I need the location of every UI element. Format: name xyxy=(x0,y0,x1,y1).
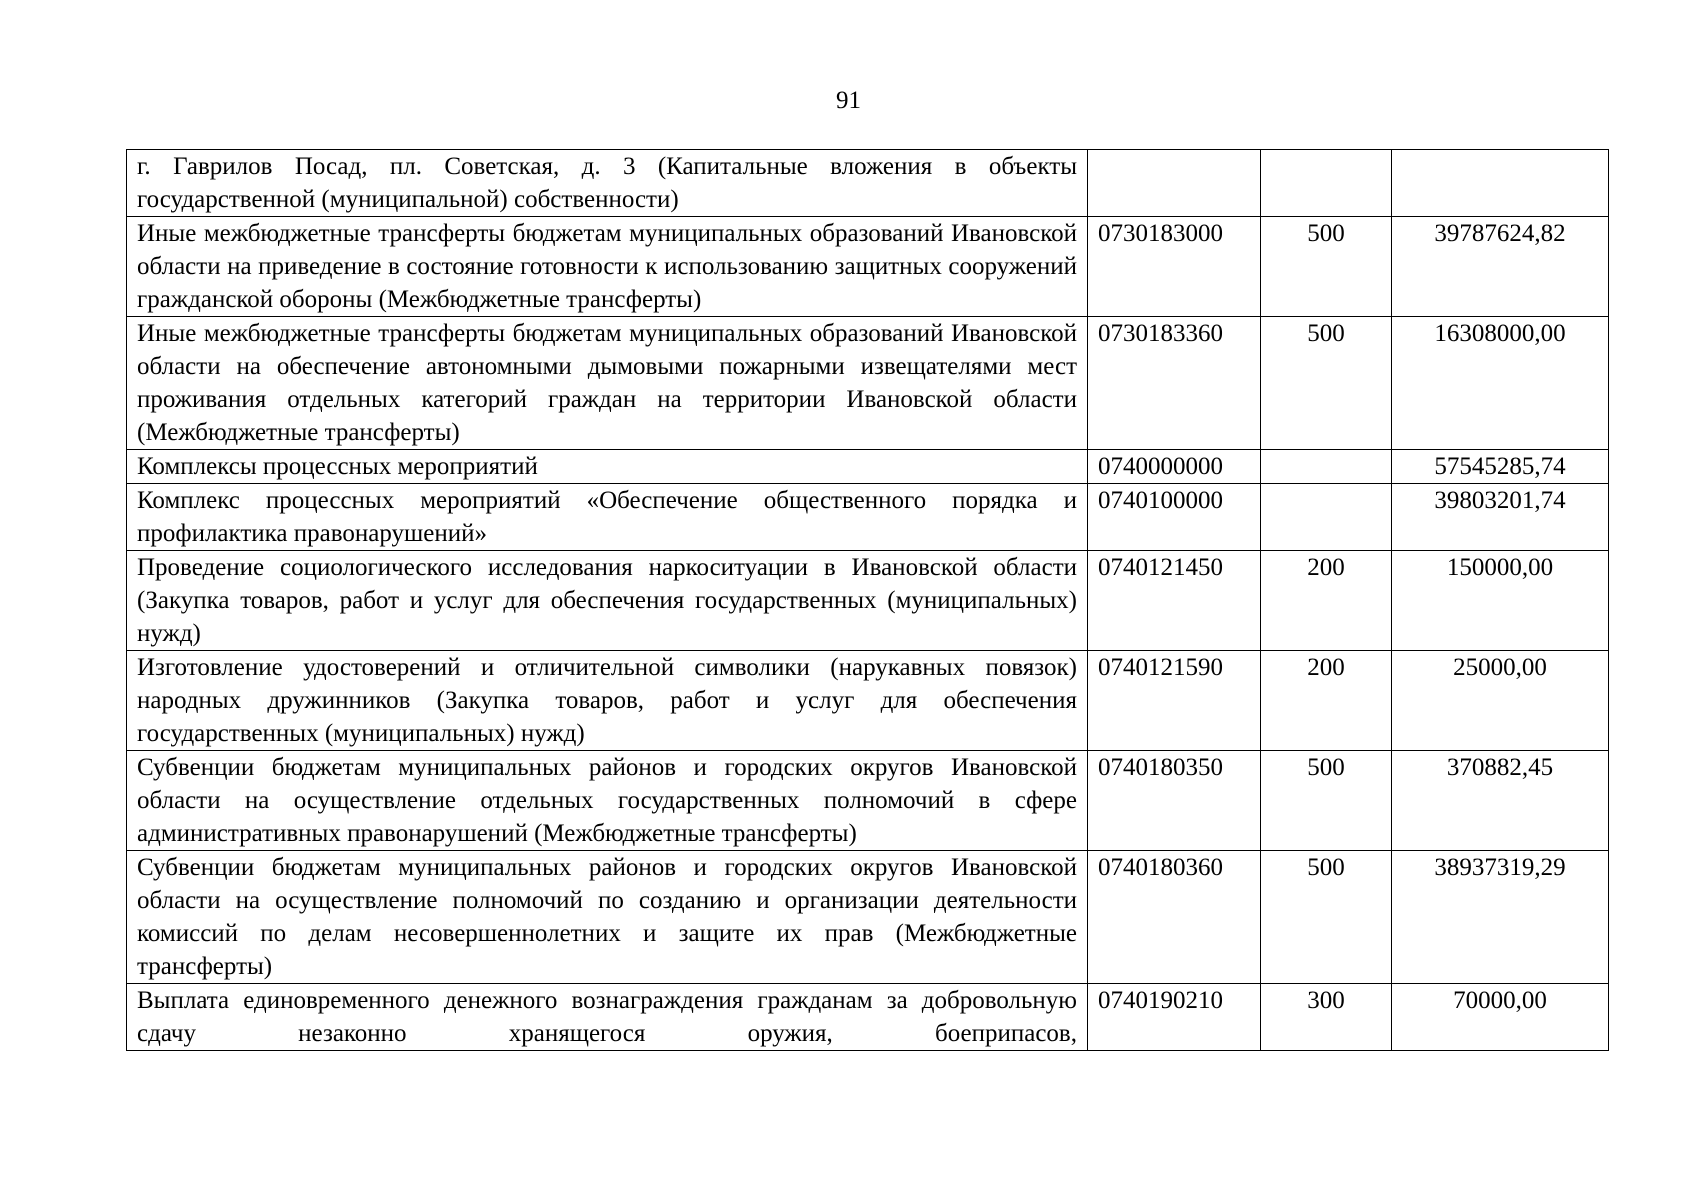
table-row xyxy=(127,217,1609,317)
row-name-cell: Комплекс процессных мероприятий «Обеспечение общественного порядка и профилактика правонарушений» xyxy=(127,484,1088,551)
row-sum-cell: 70000,00 xyxy=(1392,984,1609,1051)
table-row xyxy=(127,150,1609,217)
row-name-cell: г. Гаврилов Посад, пл. Советская, д. 3 (Капитальные вложения в объекты государственной (муниципальной) собственности) xyxy=(127,150,1088,217)
budget-table xyxy=(126,149,1609,1051)
row-code-cell: 0740190210 xyxy=(1088,984,1261,1051)
row-name-cell: Субвенции бюджетам муниципальных районов и городских округов Ивановской области на осуществление отдельных государственных полномочий в сфере административных правонарушений (Межбюджетные трансферты) xyxy=(127,751,1088,851)
table-row xyxy=(127,450,1609,484)
row-sum-cell: 57545285,74 xyxy=(1392,450,1609,484)
row-sum-cell xyxy=(1392,150,1609,217)
row-code-cell xyxy=(1088,150,1261,217)
row-name-cell: Комплексы процессных мероприятий xyxy=(127,450,1088,484)
row-type-cell: 500 xyxy=(1261,317,1392,450)
row-code-cell: 0740000000 xyxy=(1088,450,1261,484)
row-code-cell: 0740100000 xyxy=(1088,484,1261,551)
row-type-cell: 200 xyxy=(1261,551,1392,651)
row-code-cell: 0740121450 xyxy=(1088,551,1261,651)
row-sum-cell: 39803201,74 xyxy=(1392,484,1609,551)
row-type-cell: 200 xyxy=(1261,651,1392,751)
row-type-cell: 300 xyxy=(1261,984,1392,1051)
table-row xyxy=(127,984,1609,1051)
row-name-cell: Субвенции бюджетам муниципальных районов и городских округов Ивановской области на осуществление полномочий по созданию и организации деятельности комиссий по делам несовершеннолетних и защите их прав (Межбюджетные трансферты) xyxy=(127,851,1088,984)
row-sum-cell: 39787624,82 xyxy=(1392,217,1609,317)
row-type-cell: 500 xyxy=(1261,217,1392,317)
row-type-cell: 500 xyxy=(1261,851,1392,984)
row-type-cell xyxy=(1261,484,1392,551)
row-name-cell: Выплата единовременного денежного вознаграждения гражданам за добровольную сдачу незаконно хранящегося оружия, боеприпасов, xyxy=(127,984,1088,1051)
row-sum-cell: 150000,00 xyxy=(1392,551,1609,651)
row-type-cell xyxy=(1261,150,1392,217)
row-name-cell: Изготовление удостоверений и отличительной символики (нарукавных повязок) народных дружинников (Закупка товаров, работ и услуг для обеспечения государственных (муниципальных) нужд) xyxy=(127,651,1088,751)
row-sum-cell: 38937319,29 xyxy=(1392,851,1609,984)
row-code-cell: 0740180360 xyxy=(1088,851,1261,984)
table-row xyxy=(127,751,1609,851)
row-code-cell: 0740180350 xyxy=(1088,751,1261,851)
row-sum-cell: 25000,00 xyxy=(1392,651,1609,751)
row-sum-cell: 370882,45 xyxy=(1392,751,1609,851)
row-name-cell: Иные межбюджетные трансферты бюджетам муниципальных образований Ивановской области на обеспечение автономными дымовыми пожарными извещателями мест проживания отдельных категорий граждан на территории Ивановской области (Межбюджетные трансферты) xyxy=(127,317,1088,450)
row-sum-cell: 16308000,00 xyxy=(1392,317,1609,450)
row-type-cell xyxy=(1261,450,1392,484)
page-number: 91 xyxy=(836,87,861,114)
row-name-cell: Проведение социологического исследования наркоситуации в Ивановской области (Закупка товаров, работ и услуг для обеспечения государственных (муниципальных) нужд) xyxy=(127,551,1088,651)
table-row xyxy=(127,317,1609,450)
table-row xyxy=(127,651,1609,751)
row-name-cell: Иные межбюджетные трансферты бюджетам муниципальных образований Ивановской области на приведение в состояние готовности к использованию защитных сооружений гражданской обороны (Межбюджетные трансферты) xyxy=(127,217,1088,317)
row-type-cell: 500 xyxy=(1261,751,1392,851)
row-code-cell: 0740121590 xyxy=(1088,651,1261,751)
table-row xyxy=(127,551,1609,651)
row-code-cell: 0730183000 xyxy=(1088,217,1261,317)
table-row xyxy=(127,851,1609,984)
row-code-cell: 0730183360 xyxy=(1088,317,1261,450)
table-row xyxy=(127,484,1609,551)
